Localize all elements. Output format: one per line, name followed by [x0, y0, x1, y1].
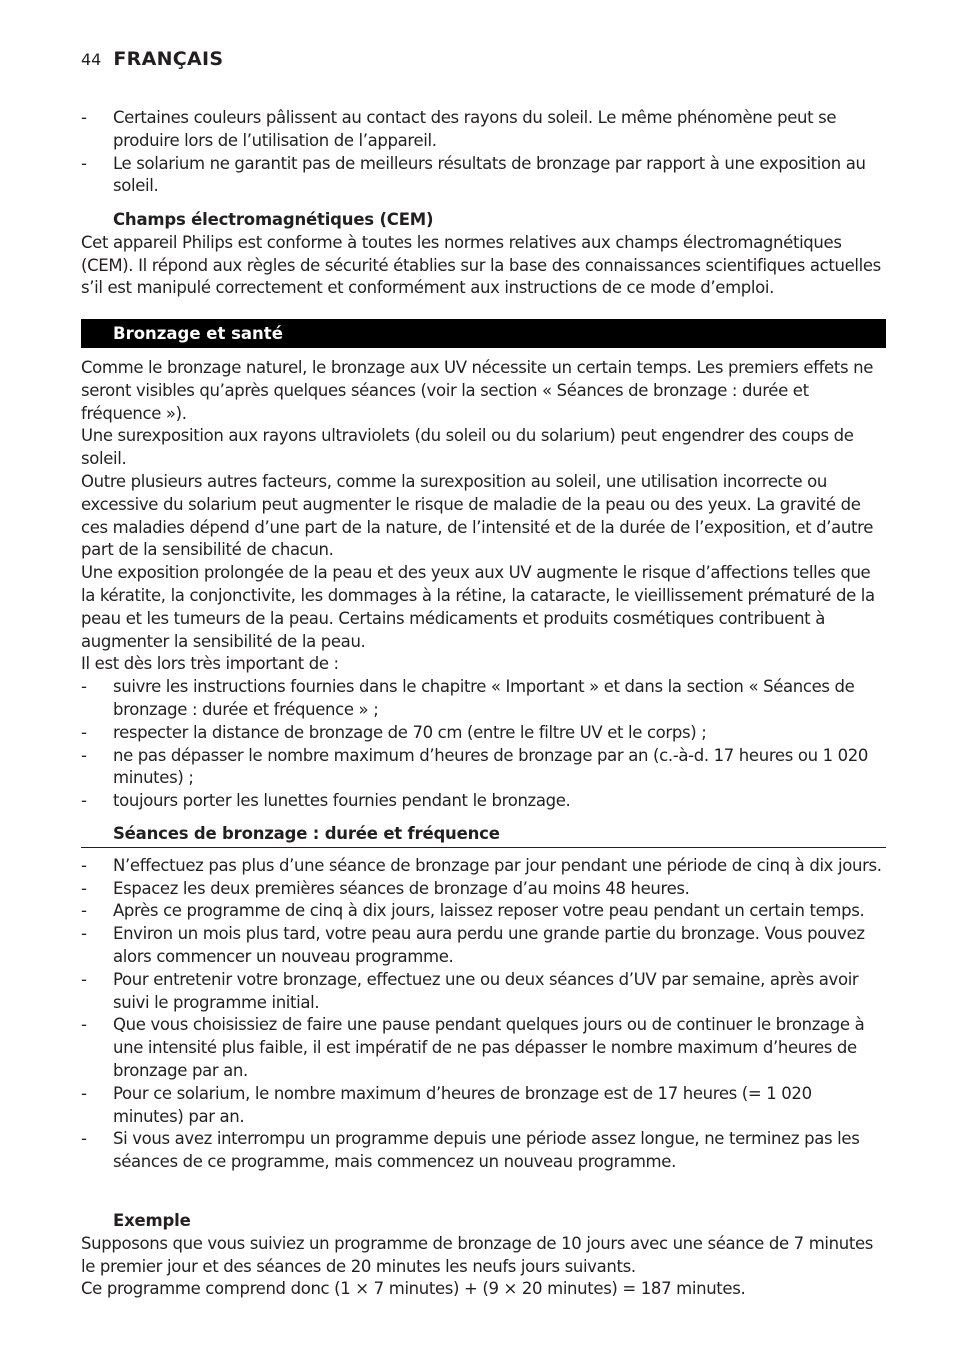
page-header — [81, 48, 223, 70]
list-item: - N’effectuez pas plus d’une séance de bronzage par jour pendant une période de cinq à dix jours. — [81, 855, 882, 875]
sessions-section — [81, 823, 886, 1174]
language-title: FRANÇAIS — [113, 48, 224, 70]
health-list — [81, 676, 886, 813]
cem-heading: Champs électromagnétiques (CEM) — [113, 210, 434, 229]
health-paragraph: Outre plusieurs autres facteurs, comme la surexposition au soleil, une utilisation incorrecte ou excessive du solarium peut augmenter le risque de maladie de la peau ou des yeux. La gravité de ces maladies dépend d’une part de la nature, de l’intensité et de la durée de l’exposition, et d’autre part de la sensibilité de chacun. — [81, 471, 874, 560]
health-paragraph: Une surexposition aux rayons ultraviolets (du soleil ou du solarium) peut engendrer des coups de soleil. — [81, 426, 854, 469]
health-heading-bar: Bronzage et santé — [81, 319, 886, 348]
list-item: - Environ un mois plus tard, votre peau aura perdu une grande partie du bronzage. Vous pouvez alors commencer un nouveau programme. — [81, 924, 865, 966]
health-paragraph: Une exposition prolongée de la peau et des yeux aux UV augmente le risque d’affections telles que la kératite, la conjonctivite, les dommages à la rétine, la cataracte, le vieillissement prématuré de la peau et les tumeurs de la peau. Certains médicaments et produits cosmétiques contribuent à augmenter la sensibilité de la peau. — [81, 563, 875, 651]
list-item: - Le solarium ne garantit pas de meilleurs résultats de bronzage par rapport à une exposition au soleil. — [81, 153, 866, 196]
list-item: - Pour ce solarium, le nombre maximum d’heures de bronzage est de 17 heures (= 1 020 minutes) par an. — [81, 1083, 812, 1126]
sessions-heading: Séances de bronzage : durée et fréquence — [81, 823, 886, 848]
list-item: - Que vous choisissiez de faire une pause pendant quelques jours ou de continuer le bronzage à une intensité plus faible, il est impératif de ne pas dépasser le nombre maximum d’heures de bronzage par an. — [81, 1015, 865, 1080]
cem-section — [81, 209, 886, 300]
sessions-list — [81, 855, 886, 1174]
list-item: - ne pas dépasser le nombre maximum d’heures de bronzage par an (c.-à-d. 17 heures ou 1 020 minutes) ; — [81, 745, 869, 788]
example-paragraph: Supposons que vous suiviez un programme de bronzage de 10 jours avec une séance de 7 minutes le premier jour et des séances de 20 minutes les neufs jours suivants. — [81, 1233, 874, 1276]
example-section — [81, 1210, 886, 1301]
example-heading: Exemple — [113, 1211, 191, 1230]
list-item: - toujours porter les lunettes fournies pendant le bronzage. — [81, 791, 571, 811]
list-item: - Après ce programme de cinq à dix jours, laissez reposer votre peau pendant un certain temps. — [81, 901, 865, 921]
health-section — [81, 357, 886, 813]
list-item: - Certaines couleurs pâlissent au contact des rayons du soleil. Le même phénomène peut se produire lors de l’utilisation de l’appareil. — [81, 108, 837, 150]
list-item: - respecter la distance de bronzage de 70 cm (entre le filtre UV et le corps) ; — [81, 722, 707, 742]
list-item: - Pour entretenir votre bronzage, effectuez une ou deux séances d’UV par semaine, après avoir suivi le programme initial. — [81, 969, 859, 1012]
list-item: - Si vous avez interrompu un programme depuis une période assez longue, ne terminez pas les séances de ce programme, mais commencez un nouveau programme. — [81, 1129, 860, 1172]
list-item: - Espacez les deux premières séances de bronzage d’au moins 48 heures. — [81, 878, 690, 898]
intro-list — [81, 107, 886, 198]
example-paragraph: Ce programme comprend donc (1 × 7 minutes) + (9 × 20 minutes) = 187 minutes. — [81, 1279, 746, 1299]
health-paragraph: Il est dès lors très important de : — [81, 654, 339, 674]
cem-text: Cet appareil Philips est conforme à toutes les normes relatives aux champs électromagnétiques (CEM). Il répond aux règles de sécurité établies sur la base des connaissances scientifiques actuelles s’il est manipulé correctement et conformément aux instructions de ce mode d’emploi. — [81, 232, 881, 298]
list-item: - suivre les instructions fournies dans le chapitre « Important » et dans la section « Séances de bronzage : durée et fréquence » ; — [81, 677, 855, 719]
health-paragraph: Comme le bronzage naturel, le bronzage aux UV nécessite un certain temps. Les premiers effets ne seront visibles qu’après quelques séances (voir la section « Séances de bronzage : durée et fréquence »). — [81, 358, 874, 423]
page-number: 44 — [81, 50, 102, 69]
